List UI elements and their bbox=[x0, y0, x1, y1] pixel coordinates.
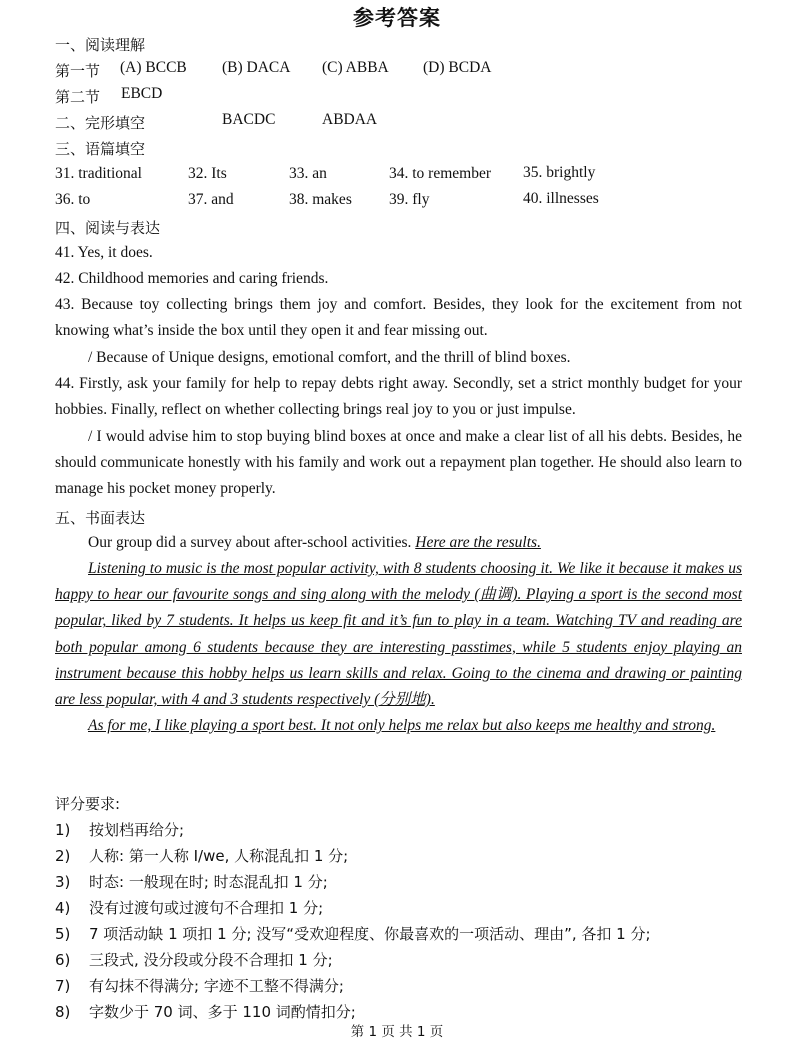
scoring-item-number: 8) bbox=[55, 1003, 71, 1021]
essay-paragraph-1 bbox=[55, 530, 742, 556]
answer-31: 31. traditional bbox=[55, 165, 142, 182]
part1-answer-b: (B) DACA bbox=[222, 59, 291, 76]
page-footer: 第 1 页 共 1 页 bbox=[350, 1024, 444, 1040]
answer-32: 32. Its bbox=[188, 165, 227, 182]
part2-heading: 二、完形填空 bbox=[55, 114, 146, 132]
scoring-item-text: 有勾抹不得满分; 字迹不工整不得满分; bbox=[89, 977, 344, 995]
part4-heading: 四、阅读与表达 bbox=[55, 219, 161, 237]
scoring-item-number: 7) bbox=[55, 977, 71, 995]
scoring-item-text: 7 项活动缺 1 项扣 1 分; 没写“受欢迎程度、你最喜欢的一项活动、理由”, 各扣 1 分; bbox=[89, 925, 651, 943]
scoring-item-text: 三段式, 没分段或分段不合理扣 1 分; bbox=[89, 951, 333, 969]
essay-transition: Here are the results. bbox=[415, 534, 541, 551]
page-title: 参考答案 bbox=[353, 6, 441, 30]
answer-44: 44. Firstly, ask your family for help to repay debts right away. Secondly, set a strict monthly budget for your hobbies. Finally, reflect on whether collecting brings real joy to you or just impulse. bbox=[55, 375, 742, 419]
part2-answer-1: BACDC bbox=[222, 111, 276, 128]
answer-39: 39. fly bbox=[389, 191, 430, 208]
part1-heading: 一、阅读理解 bbox=[55, 36, 146, 54]
scoring-item bbox=[55, 897, 323, 918]
scoring-item-text: 人称: 第一人称 I/we, 人称混乱扣 1 分; bbox=[89, 847, 349, 865]
scoring-heading: 评分要求: bbox=[55, 795, 121, 813]
essay-intro: Our group did a survey about after-school activities. bbox=[88, 534, 416, 551]
part1-section2-label: 第二节 bbox=[55, 88, 101, 106]
part5-heading: 五、书面表达 bbox=[55, 509, 146, 527]
part1-answer-c: (C) ABBA bbox=[322, 59, 389, 76]
scoring-item bbox=[55, 975, 344, 996]
answer-35: 35. brightly bbox=[523, 164, 596, 181]
answer-37: 37. and bbox=[188, 191, 234, 208]
scoring-item-text: 按划档再给分; bbox=[89, 821, 185, 839]
answer-44-alt: / I would advise him to stop buying blind boxes at once and make a clear list of all his debts. Besides, he should communicate honestly with his family and work out a repayment plan together. He should also learn to manage his pocket money properly. bbox=[55, 428, 742, 498]
answer-33: 33. an bbox=[289, 165, 327, 182]
scoring-item bbox=[55, 871, 328, 892]
scoring-item-number: 2) bbox=[55, 847, 71, 865]
answer-34: 34. to remember bbox=[389, 165, 492, 182]
part1-section1-label: 第一节 bbox=[55, 62, 101, 80]
part1-answer-a: (A) BCCB bbox=[120, 59, 187, 76]
scoring-item-text: 时态: 一般现在时; 时态混乱扣 1 分; bbox=[89, 873, 328, 891]
scoring-item bbox=[55, 949, 333, 970]
scoring-item bbox=[55, 1001, 356, 1022]
scoring-item bbox=[55, 845, 348, 866]
scoring-item-number: 5) bbox=[55, 925, 71, 943]
answer-43: 43. Because toy collecting brings them joy and comfort. Besides, they look for the excitement from not knowing what’s inside the box until they open it and fear missing out. bbox=[55, 296, 742, 340]
scoring-item-number: 6) bbox=[55, 951, 71, 969]
essay-paragraph-2: Listening to music is the most popular activity, with 8 students choosing it. We like it because it makes us happy to hear our favourite songs and sing along with the melody (曲调). Playing a sport is the second most popular, liked by 7 students. It helps us keep fit and it’s fun to play in a team. Watching TV and reading are both popular among 6 students because they are interesting passtimes, while 5 students enjoy playing an instrument because this hobby helps us learn skills and relax. Going to the cinema and drawing or painting are less popular, with 4 and 3 students respectively (分别地). bbox=[55, 560, 742, 709]
part1-section2-answer: EBCD bbox=[121, 85, 163, 102]
scoring-item bbox=[55, 819, 184, 840]
scoring-item-text: 字数少于 70 词、多于 110 词酌情扣分; bbox=[89, 1003, 356, 1021]
essay-paragraph-3: As for me, I like playing a sport best. It not only helps me relax but also keeps me healthy and strong. bbox=[88, 717, 716, 734]
scoring-item-number: 1) bbox=[55, 821, 71, 839]
answer-42: 42. Childhood memories and caring friends. bbox=[55, 270, 329, 287]
scoring-item-number: 3) bbox=[55, 873, 71, 891]
part3-heading: 三、语篇填空 bbox=[55, 140, 146, 158]
scoring-item bbox=[55, 923, 651, 944]
answer-41: 41. Yes, it does. bbox=[55, 244, 153, 261]
answer-38: 38. makes bbox=[289, 191, 352, 208]
scoring-item-number: 4) bbox=[55, 899, 71, 917]
answer-43-alt: / Because of Unique designs, emotional comfort, and the thrill of blind boxes. bbox=[88, 349, 571, 366]
answer-40: 40. illnesses bbox=[523, 190, 599, 207]
part2-answer-2: ABDAA bbox=[322, 111, 378, 128]
answer-36: 36. to bbox=[55, 191, 91, 208]
part1-answer-d: (D) BCDA bbox=[423, 59, 492, 76]
scoring-item-text: 没有过渡句或过渡句不合理扣 1 分; bbox=[89, 899, 324, 917]
